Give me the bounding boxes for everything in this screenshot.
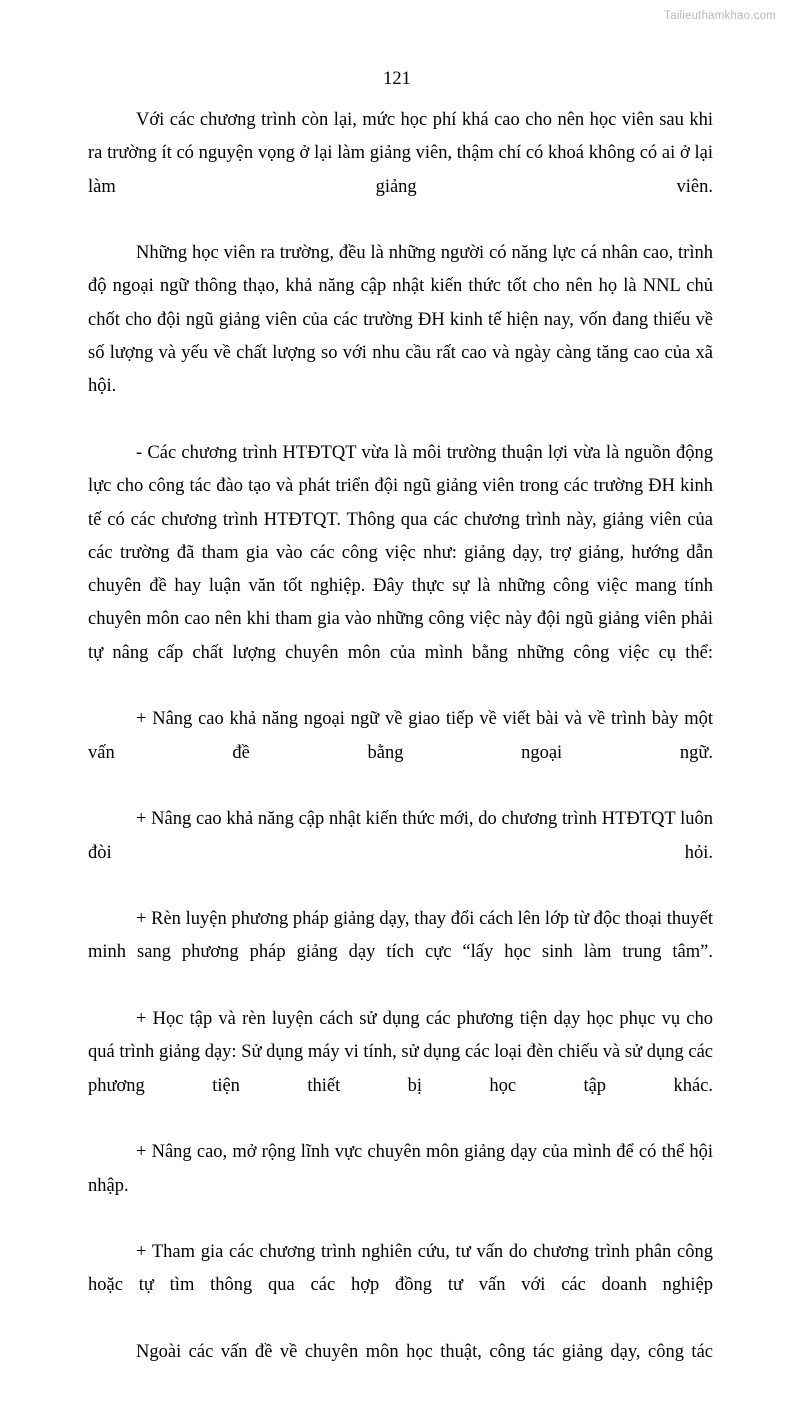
paragraph: + Nâng cao khả năng cập nhật kiến thức mới, do chương trình HTĐTQT luôn đòi hỏi.	[88, 809, 713, 863]
paragraph: Với các chương trình còn lại, mức học phí khá cao cho nên học viên sau khi ra trường ít có nguyện vọng ở lại làm giảng viên, thậm chí có khoá không có ai ở lại làm giảng viên.	[88, 110, 713, 197]
paragraph: - Các chương trình HTĐTQT vừa là môi trường thuận lợi vừa là nguồn động lực cho công tác đào tạo và phát triển đội ngũ giảng viên trong các trường ĐH kinh tế có các chương trình HTĐTQT. Thông qua các chương trình này, giảng viên của các trường đã tham gia vào các công việc như: giảng dạy, trợ giảng, hướng dẫn chuyên đề hay luận văn tốt nghiệp. Đây thực sự là những công việc mang tính chuyên môn cao nên khi tham gia vào những công việc này đội ngũ giảng viên phải tự nâng cấp chất lượng chuyên môn của mình bằng những công việc cụ thể:	[88, 442, 713, 663]
paragraph: + Nâng cao, mở rộng lĩnh vực chuyên môn giảng dạy của mình để có thể hội nhập.	[88, 1142, 713, 1196]
paragraph: + Rèn luyện phương pháp giảng dạy, thay đổi cách lên lớp từ độc thoại thuyết minh sang phương pháp giảng dạy tích cực “lấy học sinh làm trung tâm”.	[88, 909, 713, 963]
paragraph: + Học tập và rèn luyện cách sử dụng các phương tiện dạy học phục vụ cho quá trình giảng dạy: Sử dụng máy vi tính, sử dụng các loại đèn chiếu và sử dụng các phương tiện thiết bị học tập khác.	[88, 1009, 713, 1096]
page-number: 121	[383, 69, 411, 89]
document-body	[88, 104, 713, 1403]
paragraph: Những học viên ra trường, đều là những người có năng lực cá nhân cao, trình độ ngoại ngữ thông thạo, khả năng cập nhật kiến thức tốt cho nên họ là NNL chủ chốt cho đội ngũ giảng viên của các trường ĐH kinh tế hiện nay, vốn đang thiếu về số lượng và yếu về chất lượng so với nhu cầu rất cao và ngày càng tăng cao của xã hội.	[88, 243, 713, 397]
paragraph: + Nâng cao khả năng ngoại ngữ về giao tiếp về viết bài và về trình bày một vấn đề bằng ngoại ngữ.	[88, 709, 713, 763]
paragraph: + Tham gia các chương trình nghiên cứu, tư vấn do chương trình phân công hoặc tự tìm thông qua các hợp đồng tư vấn với các doanh nghiệp	[88, 1242, 713, 1296]
paragraph: Ngoài các vấn đề về chuyên môn học thuật, công tác giảng dạy, công tác	[136, 1341, 713, 1362]
watermark-text: Tailieuthamkhao.com	[664, 10, 776, 22]
